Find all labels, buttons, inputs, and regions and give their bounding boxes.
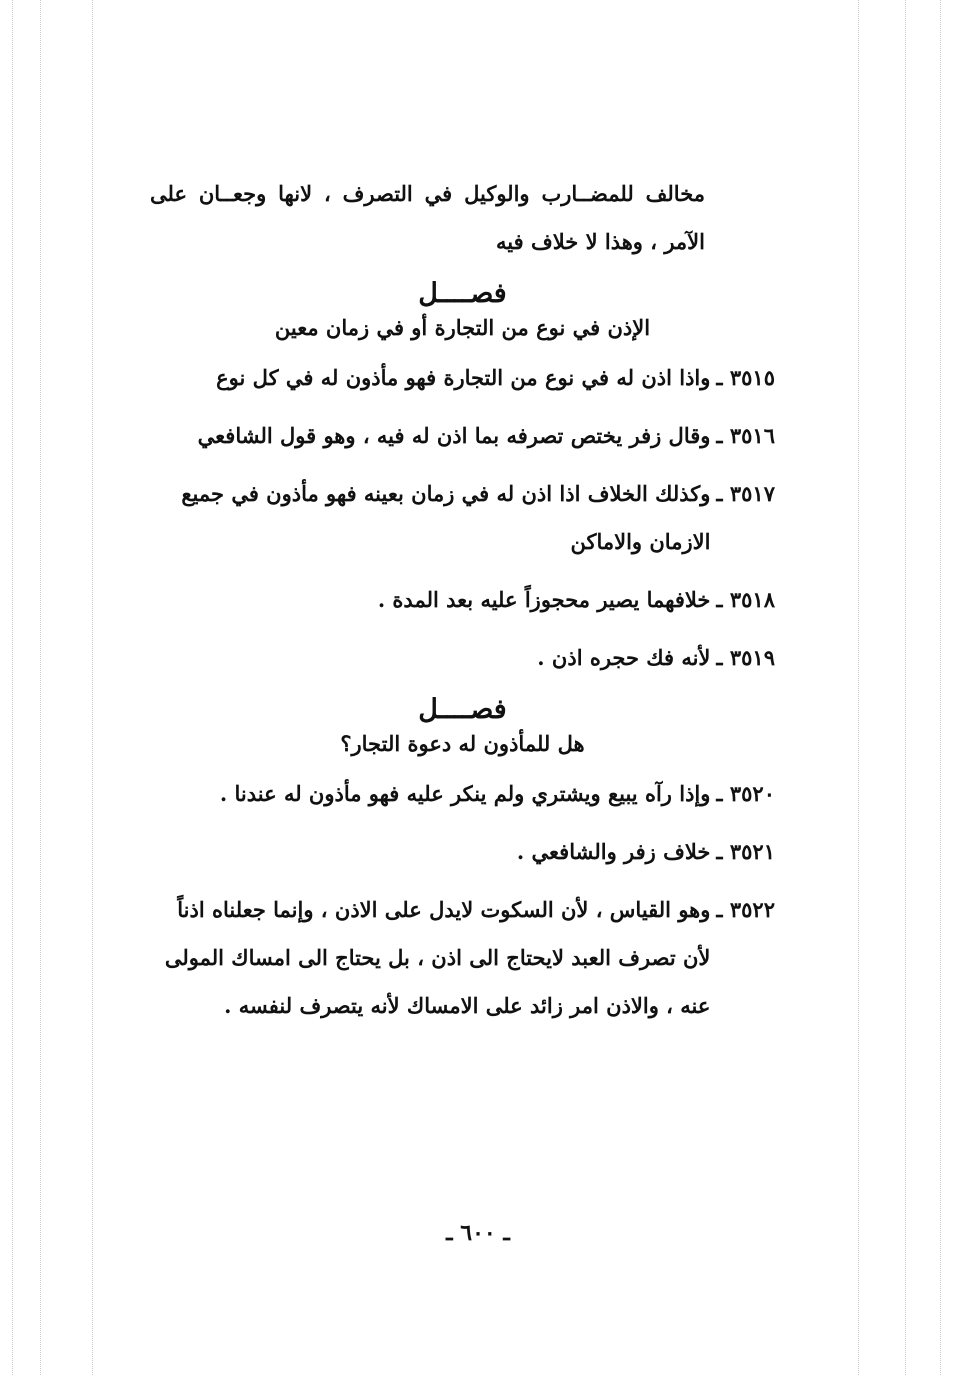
entry-text: وإذا رآه يبيع ويشتري ولم ينكر عليه فهو مأذون له عندنا . [219, 781, 711, 806]
section-subheading-1: الإذن في نوع من التجارة أو في زمان معين [274, 315, 651, 340]
intro-paragraph: مخالف للمضــارب والوكيل في التصرف ، لانها وجعــان على الآمر ، وهذا لا خلاف فيه [150, 181, 705, 254]
entry-text: خلاف زفر والشافعي . [516, 839, 711, 864]
entry-number: ٣٥١٧ ـ [716, 481, 775, 506]
scan-margin-line-left-2 [40, 0, 41, 1375]
entry-text: لأنه فك حجره اذن . [537, 645, 711, 670]
section-subheading-2: هل للمأذون له دعوة التجار؟ [340, 731, 585, 756]
entry-number: ٣٥١٨ ـ [716, 587, 775, 612]
entry-number: ٣٥١٦ ـ [716, 423, 775, 448]
entry-3521 [150, 828, 775, 876]
entry-text: واذا اذن له في نوع من التجارة فهو مأذون له في كل نوع [216, 365, 711, 390]
entry-3517 [150, 470, 775, 566]
entry-number: ٣٥٢٢ ـ [716, 897, 775, 922]
entry-number: ٣٥٢١ ـ [716, 839, 775, 864]
section-heading-2: فصــــل [418, 694, 507, 725]
scan-margin-line-left [12, 0, 13, 1375]
section-heading-1: فصــــل [418, 278, 507, 309]
document-page [150, 170, 775, 1040]
entry-3515 [150, 354, 775, 402]
entry-number: ٣٥١٥ ـ [716, 365, 775, 390]
entry-3516 [150, 412, 775, 460]
entry-text: وقال زفر يختص تصرفه بما اذن له فيه ، وهو قول الشافعي [197, 423, 711, 448]
scan-margin-line-left-3 [92, 0, 93, 1375]
scan-margin-line-right [858, 0, 859, 1375]
entry-number: ٣٥٢٠ ـ [716, 781, 775, 806]
entry-text: وهو القياس ، لأن السكوت لايدل على الاذن ، وإنما جعلناه اذناً لأن تصرف العبد لايحتاج الى اذن ، بل يحتاج الى امساك المولى عنه ، والاذن امر زائد على الامساك لأنه يتصرف لنفسه . [164, 897, 711, 1018]
page-number: ـ ٦٠٠ ـ [446, 1220, 510, 1246]
entry-3520 [150, 770, 775, 818]
scan-margin-line-right-3 [940, 0, 941, 1375]
entry-text: وكذلك الخلاف اذا اذن له في زمان بعينه فهو مأذون في جميع الازمان والاماكن [181, 481, 711, 554]
entry-number: ٣٥١٩ ـ [716, 645, 775, 670]
entry-3522 [150, 886, 775, 1030]
scan-margin-line-right-2 [905, 0, 906, 1375]
entry-3519 [150, 634, 775, 682]
entry-3518 [150, 576, 775, 624]
entry-text: خلافهما يصير محجوزاً عليه بعد المدة . [377, 587, 711, 612]
